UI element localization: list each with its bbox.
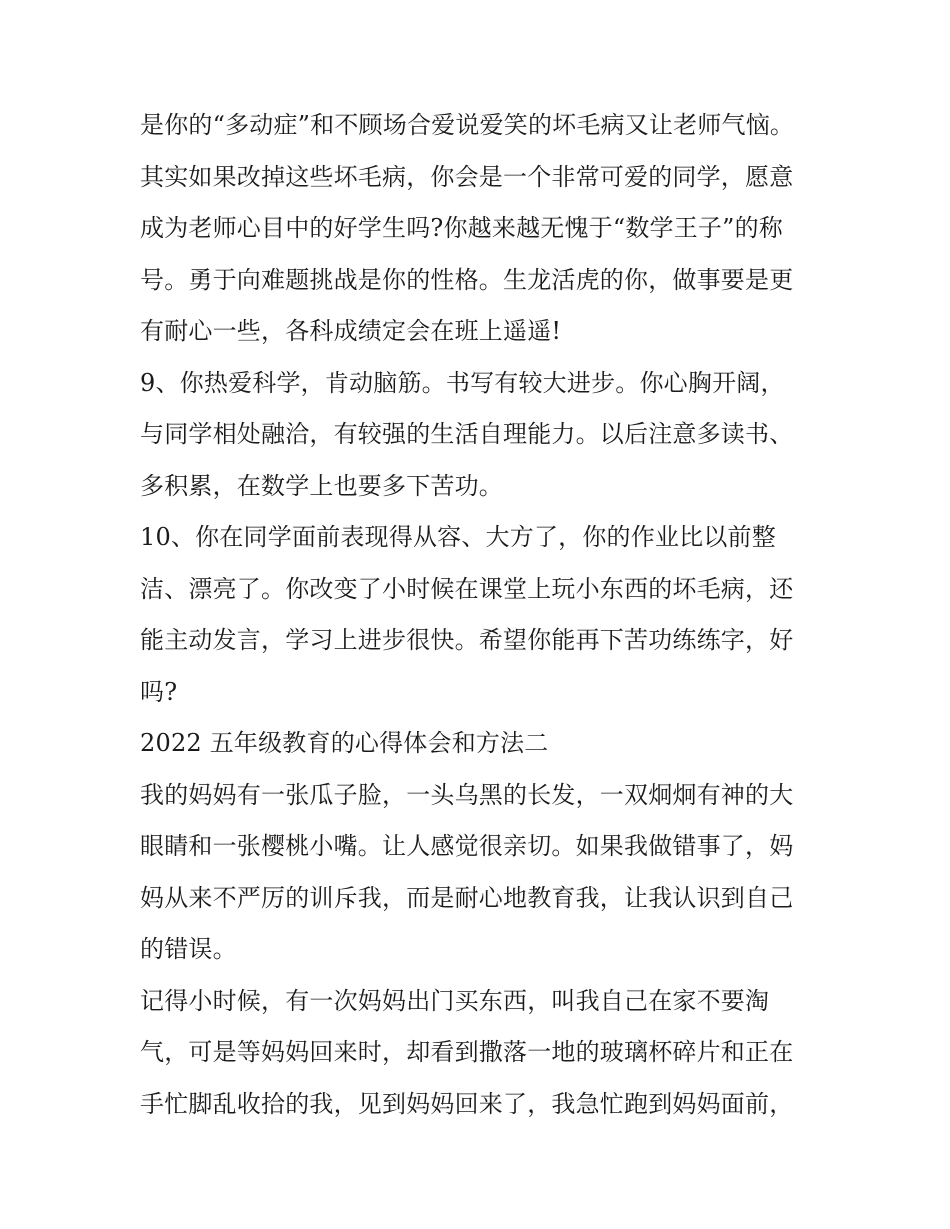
text-line: 我的妈妈有一张瓜子脸，一头乌黑的长发，一双炯炯有神的大	[140, 780, 794, 809]
text-line: 号。勇于向难题挑战是你的性格。生龙活虎的你，做事要是更	[140, 265, 794, 294]
text-line: 有耐心一些，各科成绩定会在班上遥遥!	[140, 317, 562, 345]
text-line: 手忙脚乱收拾的我，见到妈妈回来了，我急忙跑到妈妈面前，	[140, 1089, 794, 1118]
body-text	[140, 100, 830, 1130]
text-line: 能主动发言，学习上进步很快。希望你能再下苦功练练字，好	[140, 626, 794, 654]
text-line: 成为老师心目中的好学生吗?你越来越无愧于“数学王子”的称	[140, 214, 784, 242]
text-line: 气，可是等妈妈回来时，却看到撒落一地的玻璃杯碎片和正在	[140, 1038, 794, 1066]
text-line: 多积累，在数学上也要多下苦功。	[140, 471, 503, 500]
text-line: 其实如果改掉这些坏毛病，你会是一个非常可爱的同学，愿意	[140, 162, 794, 191]
text-line: 与同学相处融洽，有较强的生活自理能力。以后注意多读书、	[140, 420, 794, 448]
text-line: 妈从来不严厉的训斥我，而是耐心地教育我，让我认识到自己	[140, 883, 794, 912]
text-line: 吗?	[140, 677, 178, 706]
text-line: 是你的“多动症”和不顾场合爱说爱笑的坏毛病又让老师气恼。	[140, 111, 795, 139]
text-line: 洁、漂亮了。你改变了小时候在课堂上玩小东西的坏毛病，还	[140, 574, 794, 603]
text-line: 记得小时候，有一次妈妈出门买东西，叫我自己在家不要淘	[140, 986, 770, 1015]
text-line: 9、你热爱科学，肯动脑筋。书写有较大进步。你心胸开阔，	[140, 368, 785, 397]
text-line: 的错误。	[140, 935, 237, 963]
text-line: 10、你在同学面前表现得从容、大方了，你的作业比以前整	[140, 523, 776, 551]
text-line: 眼睛和一张樱桃小嘴。让人感觉很亲切。如果我做错事了，妈	[140, 832, 794, 860]
section-heading: 2022 五年级教育的心得体会和方法二	[140, 729, 549, 757]
